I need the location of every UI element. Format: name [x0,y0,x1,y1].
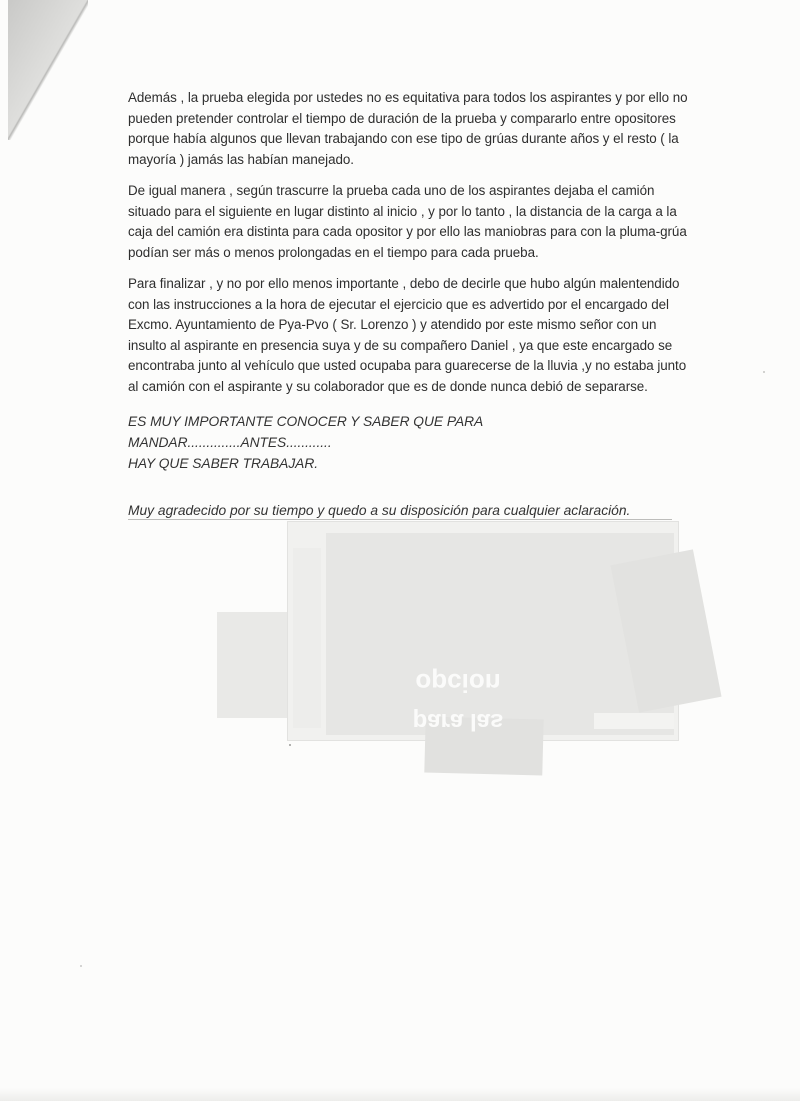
speck [80,965,82,967]
emphasis-statement [128,411,688,474]
emphasis-line-2: HAY QUE SABER TRABAJAR. [128,456,319,471]
scan-bottom-shade [0,1088,800,1101]
paragraph-1: Además , la prueba elegida por ustedes no es equitativa para todos los aspirantes y por ello no pueden pretender controlar el tiempo de duración de la prueba y compararlo entre opositores porque había algunos que llevan trabajando con ese tipo de grúas durante años y el resto ( la mayoría ) jamás las habían manejado. [128,90,688,167]
emphasis-line-1: ES MUY IMPORTANTE CONOCER Y SABER QUE PARA MANDAR..............ANTES............ [128,414,483,450]
closing-underline [128,519,672,520]
ghost-text-1: opcion [415,668,501,698]
card-strip [293,548,321,728]
speck [763,371,765,373]
ghost-text-2: para las [412,708,504,735]
card-bar [594,713,674,729]
folded-corner-edge [8,0,88,140]
paragraph-2: De igual manera , según trascurre la prueba cada uno de los aspirantes dejaba el camión situado para el siguiente en lugar distinto al inicio , y por lo tanto , la distancia de la carga a la caja del camión era distinta para cada opositor y por ello las maniobras para con la pluma-grúa podían ser más o menos prolongadas en el tiempo para cada prueba. [128,183,687,260]
tape-left [217,612,289,718]
closing-line: Muy agradecido por su tiempo y quedo a su disposición para cualquier aclaración. [128,503,631,518]
paragraph-3: Para finalizar , y no por ello menos importante , debo de decirle que hubo algún malentendido con las instrucciones a la hora de ejecutar el ejercicio que es advertido por el encargado del Excmo. Ayuntamiento de Pya-Pvo ( Sr. Lorenzo ) y atendido por este mismo señor con un insulto al aspirante en presencia suya y de su compañero Daniel , ya que este encargado se encontraba junto al vehículo que usted ocupaba para guarecerse de la lluvia ,y no estaba junto al camión con el aspirante y su colaborador que es de donde nunca debió de separarse. [128,276,687,394]
speck [289,744,291,746]
